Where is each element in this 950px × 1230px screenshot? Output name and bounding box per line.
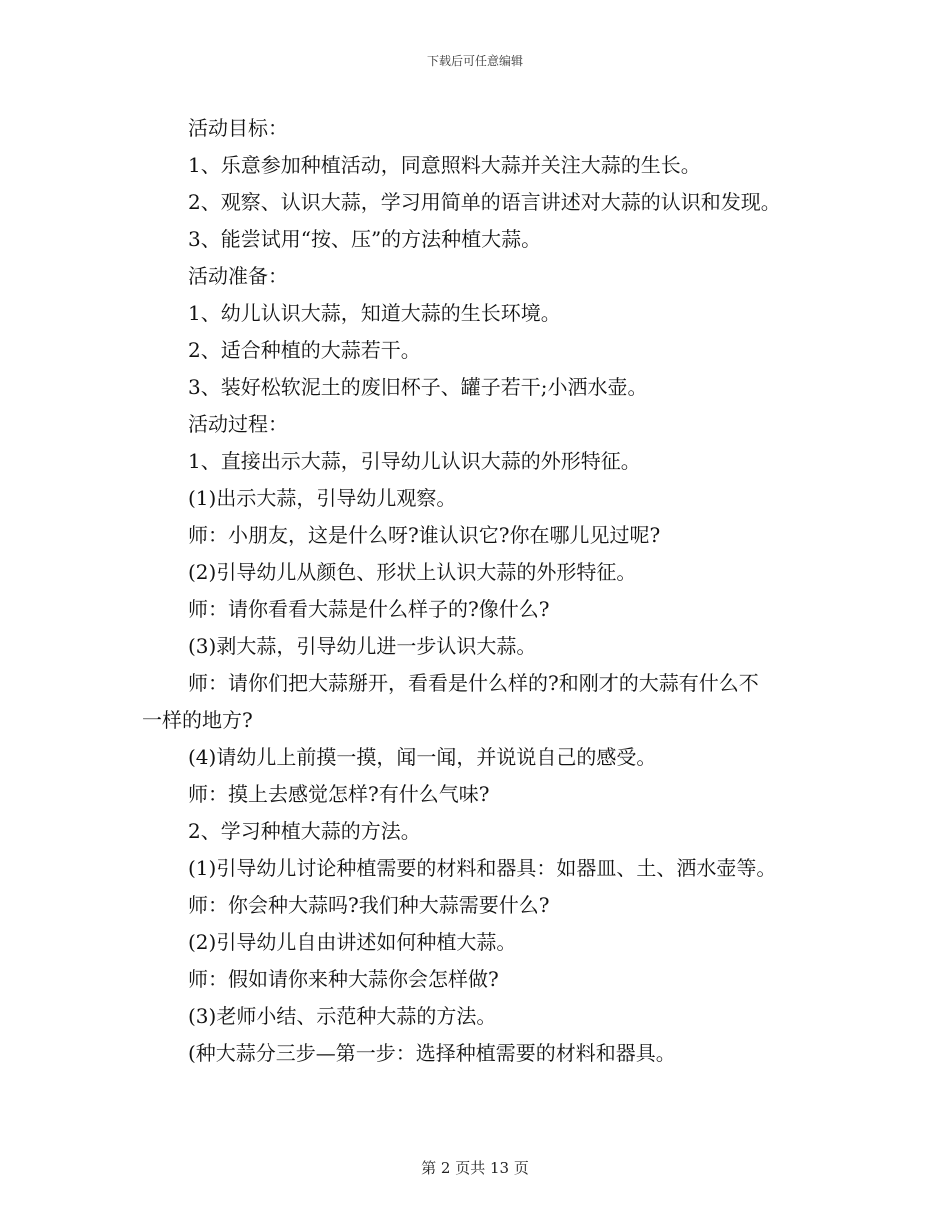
paragraph: 师：摸上去感觉怎样?有什么气味? [188, 782, 490, 806]
paragraph: 1、乐意参加种植活动，同意照料大蒜并关注大蒜的生长。 [188, 153, 701, 177]
section-heading-process: 活动过程： [188, 412, 288, 436]
paragraph: (3)老师小结、示范种大蒜的方法。 [188, 1004, 497, 1028]
paragraph: 师：你会种大蒜吗?我们种大蒜需要什么? [188, 893, 550, 917]
paragraph: (2)引导幼儿从颜色、形状上认识大蒜的外形特征。 [188, 560, 637, 584]
section-heading-preparation: 活动准备： [188, 264, 288, 288]
paragraph: 师：小朋友，这是什么呀?谁认识它?你在哪儿见过呢? [188, 523, 661, 547]
page-header: 下载后可任意编辑 [426, 54, 523, 68]
paragraph-continuation: 一样的地方? [142, 708, 253, 732]
paragraph: 2、适合种植的大蒜若干。 [188, 338, 421, 362]
paragraph: 3、装好松软泥土的废旧杯子、罐子若干;小洒水壶。 [188, 375, 648, 399]
paragraph: 师：请你们把大蒜掰开，看看是什么样的?和刚才的大蒜有什么不 [188, 671, 759, 695]
paragraph: (2)引导幼儿自由讲述如何种植大蒜。 [188, 930, 517, 954]
paragraph: (种大蒜分三步—第一步：选择种植需要的材料和器具。 [188, 1041, 676, 1065]
paragraph: 2、观察、认识大蒜，学习用简单的语言讲述对大蒜的认识和发现。 [188, 190, 781, 214]
paragraph: 3、能尝试用“按、压”的方法种植大蒜。 [188, 227, 542, 251]
document-body [142, 110, 842, 1072]
section-heading-goals: 活动目标： [188, 116, 288, 140]
paragraph: (1)出示大蒜，引导幼儿观察。 [188, 486, 457, 510]
paragraph: 1、直接出示大蒜，引导幼儿认识大蒜的外形特征。 [188, 449, 641, 473]
paragraph: 师：假如请你来种大蒜你会怎样做? [188, 967, 499, 991]
paragraph: (4)请幼儿上前摸一摸，闻一闻，并说说自己的感受。 [188, 745, 657, 769]
paragraph: (1)引导幼儿讨论种植需要的材料和器具：如器皿、土、洒水壶等。 [188, 856, 777, 880]
paragraph: (3)剥大蒜，引导幼儿进一步认识大蒜。 [188, 634, 537, 658]
paragraph: 师：请你看看大蒜是什么样子的?像什么? [188, 597, 550, 621]
paragraph: 1、幼儿认识大蒜，知道大蒜的生长环境。 [188, 301, 561, 325]
paragraph: 2、学习种植大蒜的方法。 [188, 819, 421, 843]
page-footer: 第 2 页共 13 页 [421, 1159, 529, 1177]
